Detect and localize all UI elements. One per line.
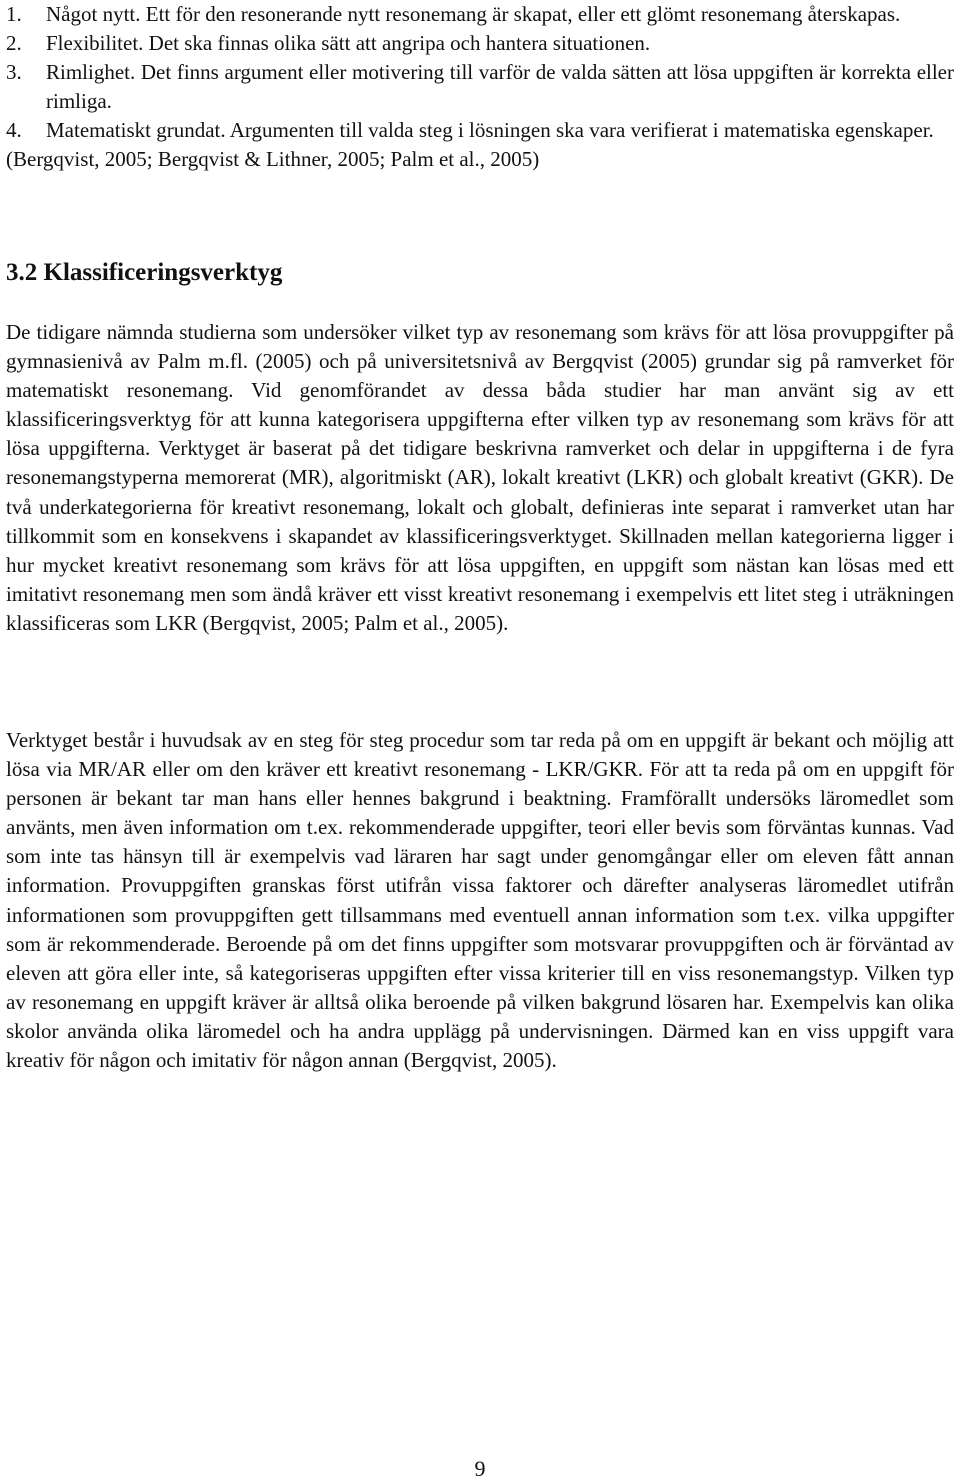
- list-item: [6, 0, 954, 29]
- list-item-text: Något nytt. Ett för den resonerande nytt resonemang är skapat, eller ett glömt resonemang återskapas.: [46, 2, 901, 26]
- list-item: [6, 116, 954, 145]
- list-item-number: 4.: [6, 118, 22, 142]
- body-paragraph: De tidigare nämnda studierna som undersöker vilket typ av resonemang som krävs för att lösa provuppgifter på gymnasienivå av Palm m.fl. (2005) och på universitetsnivå av Bergqvist (2005) grundar sig på ramverket för matematiskt resonemang. Vid genomförandet av dessa båda studier har man använt sig av ett klassificeringsverktyg för att kunna kategorisera uppgifterna efter vilken typ av resonemang som krävs för att lösa uppgifterna. Verktyget är baserat på det tidigare beskrivna ramverket och delar in uppgifterna i de fyra resonemangstyperna memorerat (MR), algoritmiskt (AR), lokalt kreativt (LKR) och globalt kreativt (GKR). De två underkategorierna för kreativt resonemang, lokalt och globalt, definieras inte separat i ramverket utan har tillkommit som en konsekvens i skapandet av klassificeringsverktyget. Skillnaden mellan kategorierna ligger i hur mycket kreativt resonemang som krävs för att lösa uppgiften, en uppgift som nästan kan lösas med ett imitativt resonemang men som ändå kräver ett visst kreativt resonemang i exempelvis ett litet steg i uträkningen klassificeras som LKR (Bergqvist, 2005; Palm et al., 2005).: [6, 320, 954, 635]
- list-item-text: Matematiskt grundat. Argumenten till valda steg i lösningen ska vara verifierat i matematiska egenskaper.: [46, 118, 934, 142]
- page-number: 9: [474, 1456, 486, 1481]
- list-item-text: Rimlighet. Det finns argument eller motivering till varför de valda sätten att lösa uppgiften är korrekta eller rimliga.: [46, 60, 954, 113]
- section-heading: 3.2 Klassificeringsverktyg: [6, 259, 283, 286]
- list-item: [6, 58, 954, 116]
- list-item-text: Flexibilitet. Det ska finnas olika sätt att angripa och hantera situationen.: [46, 31, 651, 55]
- criteria-list: [6, 0, 954, 145]
- list-item-number: 1.: [6, 2, 22, 26]
- list-item-number: 3.: [6, 60, 22, 84]
- list-item-number: 2.: [6, 31, 22, 55]
- list-item: [6, 29, 954, 58]
- body-paragraph: Verktyget består i huvudsak av en steg för steg procedur som tar reda på om en uppgift är bekant och möjlig att lösa via MR/AR eller om den kräver ett kreativt resonemang - LKR/GKR. För att ta reda på om en uppgift för personen är bekant tar man hans eller hennes bakgrund i beaktning. Framförallt undersöks läromedlet som använts, men även information om t.ex. rekommenderade uppgifter, teori eller bevis som förväntas kunnas. Vad som inte tas hänsyn till är exempelvis vad läraren har sagt under genomgångar eller om eleven fått annan information. Provuppgiften granskas först utifrån vissa faktorer och därefter analyseras läromedlet utifrån informationen som provuppgiften gett tillsammans med eventuell annan information som t.ex. vilka uppgifter som är rekommenderade. Beroende på om det finns uppgifter som motsvarar provuppgiften och är förväntad av eleven att göra eller inte, så kategoriseras uppgiften efter vissa kriterier till en viss resonemangstyp. Vilken typ av resonemang en uppgift kräver är alltså olika beroende på vilken bakgrund lösaren har. Exempelvis kan olika skolor använda olika läromedel och ha andra upplägg på undervisningen. Därmed kan en viss uppgift vara kreativ för någon och imitativ för någon annan (Bergqvist, 2005).: [6, 728, 954, 1073]
- document-page: [6, 0, 954, 1073]
- citation: (Bergqvist, 2005; Bergqvist & Lithner, 2005; Palm et al., 2005): [6, 147, 540, 171]
